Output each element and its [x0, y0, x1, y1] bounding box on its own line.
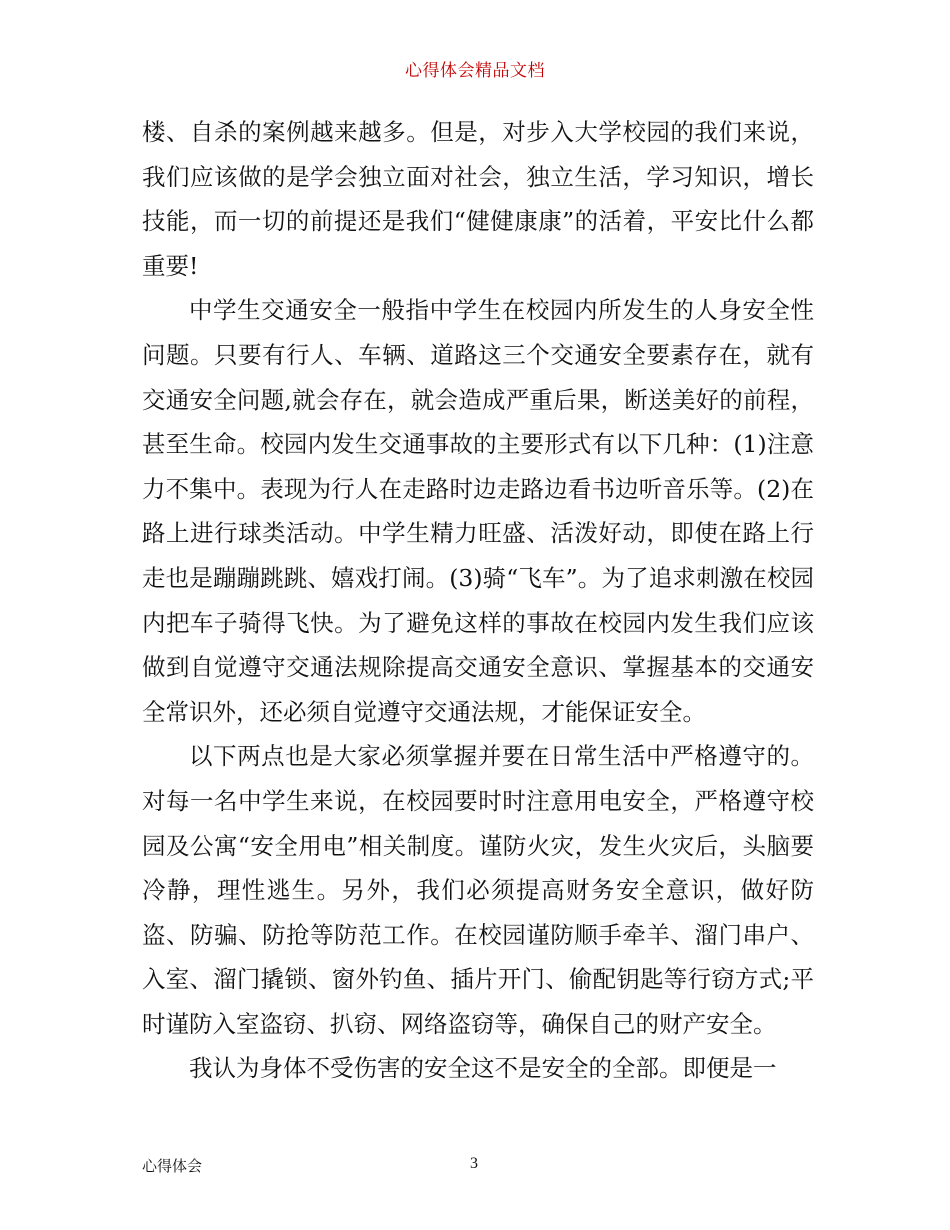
paragraph-continuation: 楼、自杀的案例越来越多。但是，对步入大学校园的我们来说，我们应该做的是学会独立面对社会，独立生活，学习知识，增长技能，而一切的前提还是我们“健健康康”的活着，平安比什么都重要! [142, 118, 814, 280]
footer-label: 心得体会 [142, 1157, 203, 1175]
document-body [142, 110, 814, 1091]
paragraph-electricity-property-safety: 以下两点也是大家必须掌握并要在日常生活中严格遵守的。对每一名中学生来说，在校园要时时注意用电安全，严格遵守校园及公寓“安全用电”相关制度。谨防火灾，发生火灾后，头脑要冷静，理性逃生。另外，我们必须提高财务安全意识，做好防盗、防骗、防抢等防范工作。在校园谨防顺手牵羊、溜门串户、入室、溜门撬锁、窗外钓鱼、插片开门、偷配钥匙等行窃方式;平时谨防入室盗窃、扒窃、网络盗窃等，确保自己的财产安全。 [142, 742, 814, 1038]
paragraph-safety-opinion: 我认为身体不受伤害的安全这不是安全的全部。即便是一 [189, 1054, 777, 1083]
paragraph-traffic-safety: 中学生交通安全一般指中学生在校园内所发生的人身安全性问题。只要有行人、车辆、道路这三个交通安全要素存在，就有交通安全问题,就会存在，就会造成严重后果，断送美好的前程，甚至生命。校园内发生交通事故的主要形式有以下几种：(1)注意力不集中。表现为行人在走路时边走路边看书边听音乐等。(2)在路上进行球类活动。中学生精力旺盛、活泼好动，即使在路上行走也是蹦蹦跳跳、嬉戏打闹。(3)骑“飞车”。为了追求刺激在校园内把车子骑得飞快。为了避免这样的事故在校园内发生我们应该做到自觉遵守交通法规除提高交通安全意识、掌握基本的交通安全常识外，还必须自觉遵守交通法规，才能保证安全。 [142, 296, 814, 726]
page-header: 心得体会精品文档 [405, 61, 545, 81]
page-number: 3 [470, 1155, 478, 1172]
